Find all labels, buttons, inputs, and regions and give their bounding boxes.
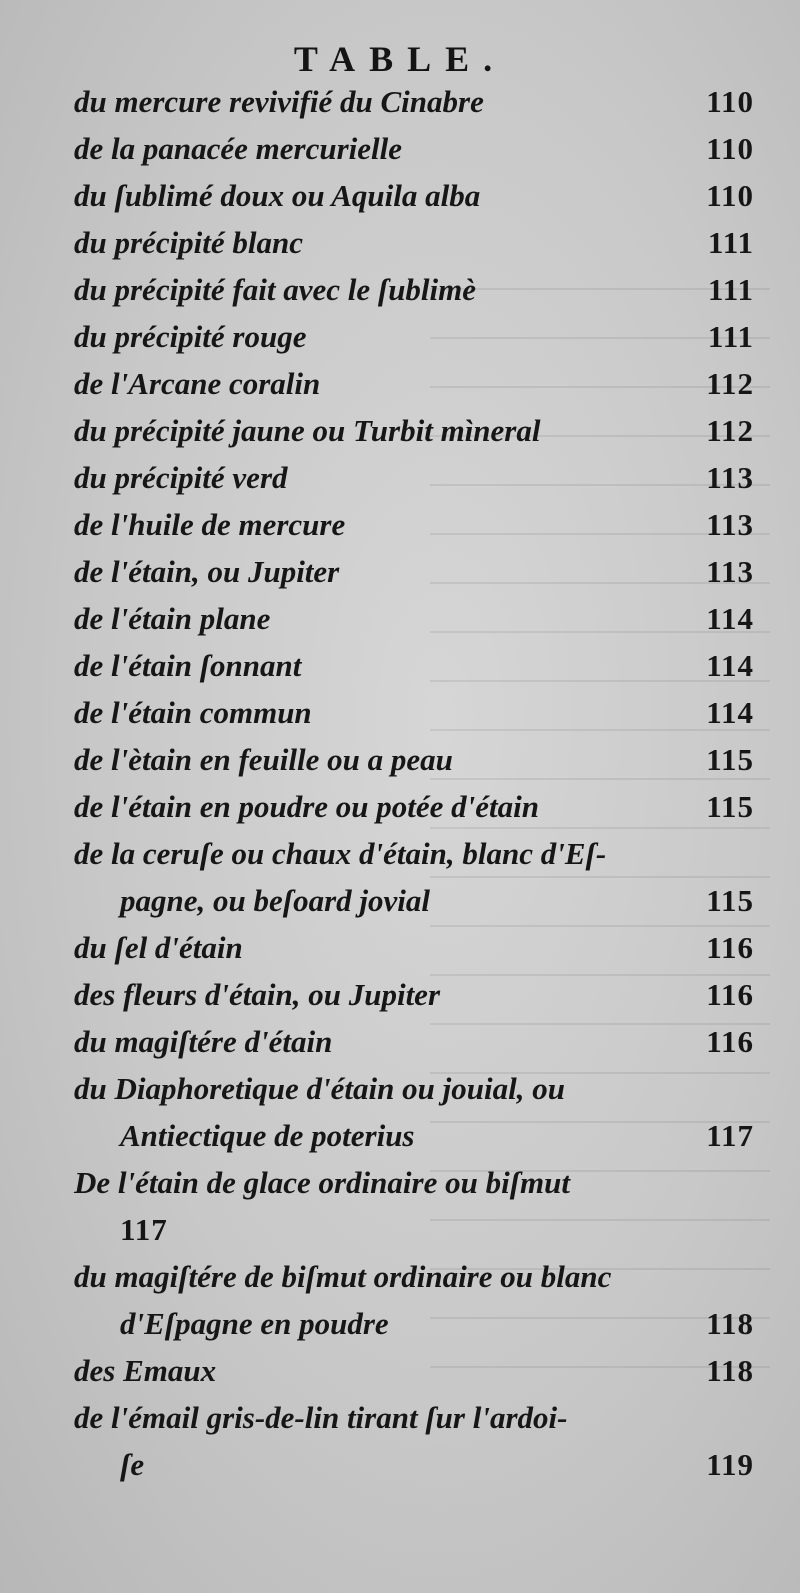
toc-entry [74, 266, 754, 313]
entry-label: de l'étain plane [74, 601, 271, 636]
toc-entry [74, 219, 754, 266]
entry-label: de l'huile de mercure [74, 507, 346, 542]
entry-label: de l'étain en poudre ou potée d'étain [74, 789, 539, 824]
entry-label: du mercure revivifié du Cinabre [74, 84, 484, 119]
entry-label: de l'Arcane coralin [74, 366, 321, 401]
toc-entry [74, 548, 754, 595]
entry-label: d'Eſpagne en poudre [120, 1306, 389, 1341]
toc-entry-continuation [74, 1300, 754, 1347]
toc-entry [74, 78, 754, 125]
page-number: 119 [706, 1447, 754, 1482]
page-number: 116 [706, 977, 754, 1012]
page-number: 111 [707, 272, 754, 307]
entry-label: pagne, ou beſoard jovial [120, 883, 430, 918]
toc-entry [74, 1394, 754, 1441]
page-number: 114 [706, 648, 754, 683]
entry-label: du précipité fait avec le ſublimè [74, 272, 477, 307]
entry-label: du Diaphoretique d'étain ou jouial, ou [74, 1071, 565, 1106]
entry-label: des Emaux [74, 1353, 217, 1388]
entry-label: de l'étain commun [74, 695, 312, 730]
entry-label: des fleurs d'étain, ou Jupiter [74, 977, 441, 1012]
entry-label: de l'émail gris-de-lin tirant ſur l'ardoi- [74, 1400, 568, 1435]
toc-entry-continuation [74, 1206, 754, 1253]
page-number: 114 [706, 695, 754, 730]
toc-entry [74, 689, 754, 736]
page-number: 116 [706, 930, 754, 965]
toc-entry [74, 595, 754, 642]
table-of-contents [74, 78, 754, 1488]
page-number: 110 [706, 131, 754, 166]
page-number: 114 [706, 601, 754, 636]
toc-entry [74, 313, 754, 360]
toc-entry [74, 1065, 754, 1112]
toc-entry [74, 454, 754, 501]
entry-label: De l'étain de glace ordinaire ou biſmut [74, 1165, 570, 1200]
toc-entry [74, 971, 754, 1018]
entry-label: du précipité rouge [74, 319, 307, 354]
entry-label: Antiectique de poterius [120, 1118, 415, 1153]
page-number: 113 [706, 507, 754, 542]
page-number: 115 [706, 789, 754, 824]
page-number: 115 [706, 742, 754, 777]
toc-entry-continuation [74, 1441, 754, 1488]
toc-entry [74, 407, 754, 454]
toc-entry [74, 501, 754, 548]
toc-entry [74, 830, 754, 877]
entry-label: du précipité verd [74, 460, 288, 495]
toc-entry [74, 783, 754, 830]
entry-label: du précipité jaune ou Turbit mìneral [74, 413, 541, 448]
page-number: 111 [707, 319, 754, 354]
page-number: 110 [706, 84, 754, 119]
entry-label: de la panacée mercurielle [74, 131, 402, 166]
toc-entry [74, 1159, 754, 1206]
entry-label: du précipité blanc [74, 225, 304, 260]
entry-label: de l'étain, ou Jupiter [74, 554, 340, 589]
toc-entry [74, 1018, 754, 1065]
page-number: 113 [706, 460, 754, 495]
entry-label: du magiſtére de biſmut ordinaire ou blanc [74, 1259, 612, 1294]
toc-entry [74, 736, 754, 783]
page-number: 117 [706, 1118, 754, 1153]
toc-entry-continuation [74, 877, 754, 924]
entry-label: de l'étain ſonnant [74, 648, 302, 683]
page-number: 112 [706, 413, 754, 448]
toc-entry [74, 125, 754, 172]
toc-entry [74, 360, 754, 407]
entry-label: de la ceruſe ou chaux d'étain, blanc d'Eſ- [74, 836, 607, 871]
page-number: 115 [706, 883, 754, 918]
toc-entry [74, 172, 754, 219]
page-number: 110 [706, 178, 754, 213]
entry-label: de l'ètain en feuille ou a peau [74, 742, 453, 777]
toc-entry [74, 924, 754, 971]
page-number: 118 [706, 1353, 754, 1388]
toc-entry [74, 1347, 754, 1394]
toc-entry-continuation [74, 1112, 754, 1159]
toc-entry [74, 642, 754, 689]
toc-entry [74, 1253, 754, 1300]
entry-label: du ſel d'étain [74, 930, 243, 965]
page-number: 117 [120, 1212, 168, 1247]
running-head: TABLE. [293, 39, 507, 79]
entry-label: ſe [120, 1447, 145, 1482]
page-number: 111 [707, 225, 754, 260]
page-number: 116 [706, 1024, 754, 1059]
page-number: 118 [706, 1306, 754, 1341]
page-number: 112 [706, 366, 754, 401]
entry-label: du ſublimé doux ou Aquila alba [74, 178, 481, 213]
page-number: 113 [706, 554, 754, 589]
entry-label: du magiſtére d'étain [74, 1024, 333, 1059]
